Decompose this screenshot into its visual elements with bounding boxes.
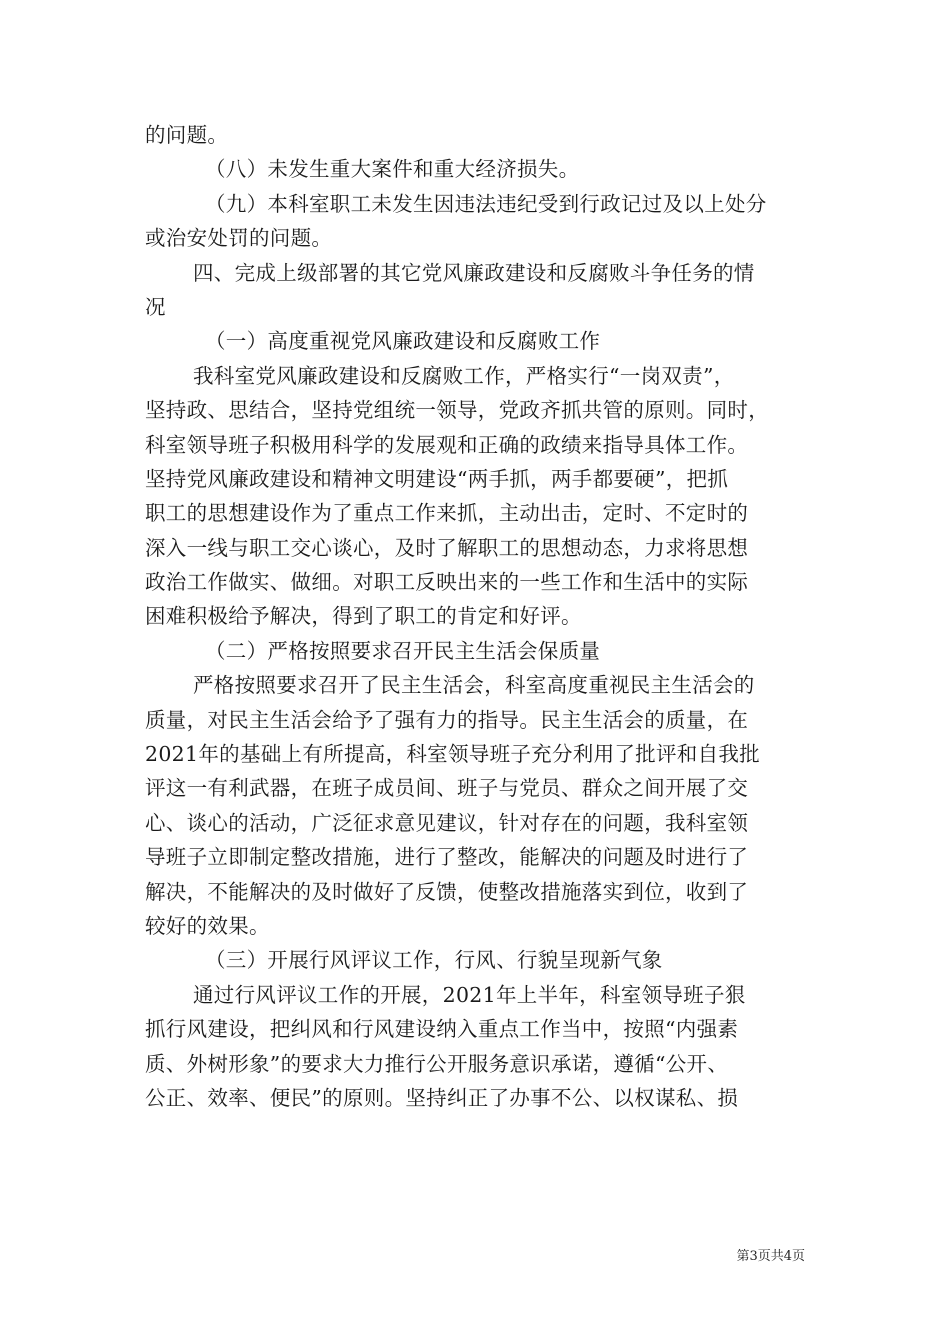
text-line: 我科室党风廉政建设和反腐败工作，严格实行“一岗双责”， <box>193 363 735 388</box>
subsection-heading: （三）开展行风评议工作，行风、行貌呈现新气象 <box>205 948 663 973</box>
text-line: 通过行风评议工作的开展，2021年上半年，科室领导班子狠 <box>193 982 746 1007</box>
page-number: 第3页共4页 <box>736 1249 805 1264</box>
text-line: 导班子立即制定整改措施，进行了整改，能解决的问题及时进行了 <box>145 845 749 870</box>
text-line: 坚持党风廉政建设和精神文明建设“两手抓，两手都要硬”，把抓 <box>145 466 729 491</box>
subsection-heading: （一）高度重视党风廉政建设和反腐败工作 <box>205 329 601 354</box>
text-line: （九）本科室职工未发生因违法违纪受到行政记过及以上处分 <box>205 191 767 216</box>
text-line: 政治工作做实、做细。对职工反映出来的一些工作和生活中的实际 <box>145 570 749 595</box>
text-line: 抓行风建设，把纠风和行风建设纳入重点工作当中，按照“内强素 <box>145 1017 739 1042</box>
text-line: 解决，不能解决的及时做好了反馈，使整改措施落实到位，收到了 <box>145 879 749 904</box>
text-line: 科室领导班子积极用科学的发展观和正确的政绩来指导具体工作。 <box>145 432 749 457</box>
text-line: 的问题。 <box>145 123 229 147</box>
text-line: 心、谈心的活动，广泛征求意见建议，针对存在的问题，我科室领 <box>145 810 749 835</box>
section-heading: 况 <box>145 294 166 319</box>
text-line: 2021年的基础上有所提高，科室领导班子充分利用了批评和自我批 <box>145 742 760 767</box>
text-line: 困难积极给予解决，得到了职工的肯定和好评。 <box>145 604 582 629</box>
text-line: 或治安处罚的问题。 <box>145 226 333 251</box>
text-line: （八）未发生重大案件和重大经济损失。 <box>205 157 580 182</box>
subsection-heading: （二）严格按照要求召开民主生活会保质量 <box>205 638 601 663</box>
text-line: 质、外树形象”的要求大力推行公开服务意识承诺，遵循“公开、 <box>145 1051 729 1076</box>
text-line: 坚持政、思结合，坚持党组统一领导，党政齐抓共管的原则。同时， <box>145 398 769 423</box>
text-line: 职工的思想建设作为了重点工作来抓，主动出击，定时、不定时的 <box>145 501 749 526</box>
text-line: 公正、效率、便民”的原则。坚持纠正了办事不公、以权谋私、损 <box>145 1085 739 1110</box>
section-heading: 四、完成上级部署的其它党风廉政建设和反腐败斗争任务的情 <box>193 260 755 285</box>
text-line: 评这一有利武器，在班子成员间、班子与党员、群众之间开展了交 <box>145 776 749 801</box>
document-body <box>145 118 810 1115</box>
text-line: 较好的效果。 <box>145 913 270 938</box>
text-line: 质量，对民主生活会给予了强有力的指导。民主生活会的质量，在 <box>145 707 749 732</box>
text-line: 严格按照要求召开了民主生活会，科室高度重视民主生活会的 <box>193 673 755 698</box>
text-line: 深入一线与职工交心谈心，及时了解职工的思想动态，力求将思想 <box>145 535 749 560</box>
